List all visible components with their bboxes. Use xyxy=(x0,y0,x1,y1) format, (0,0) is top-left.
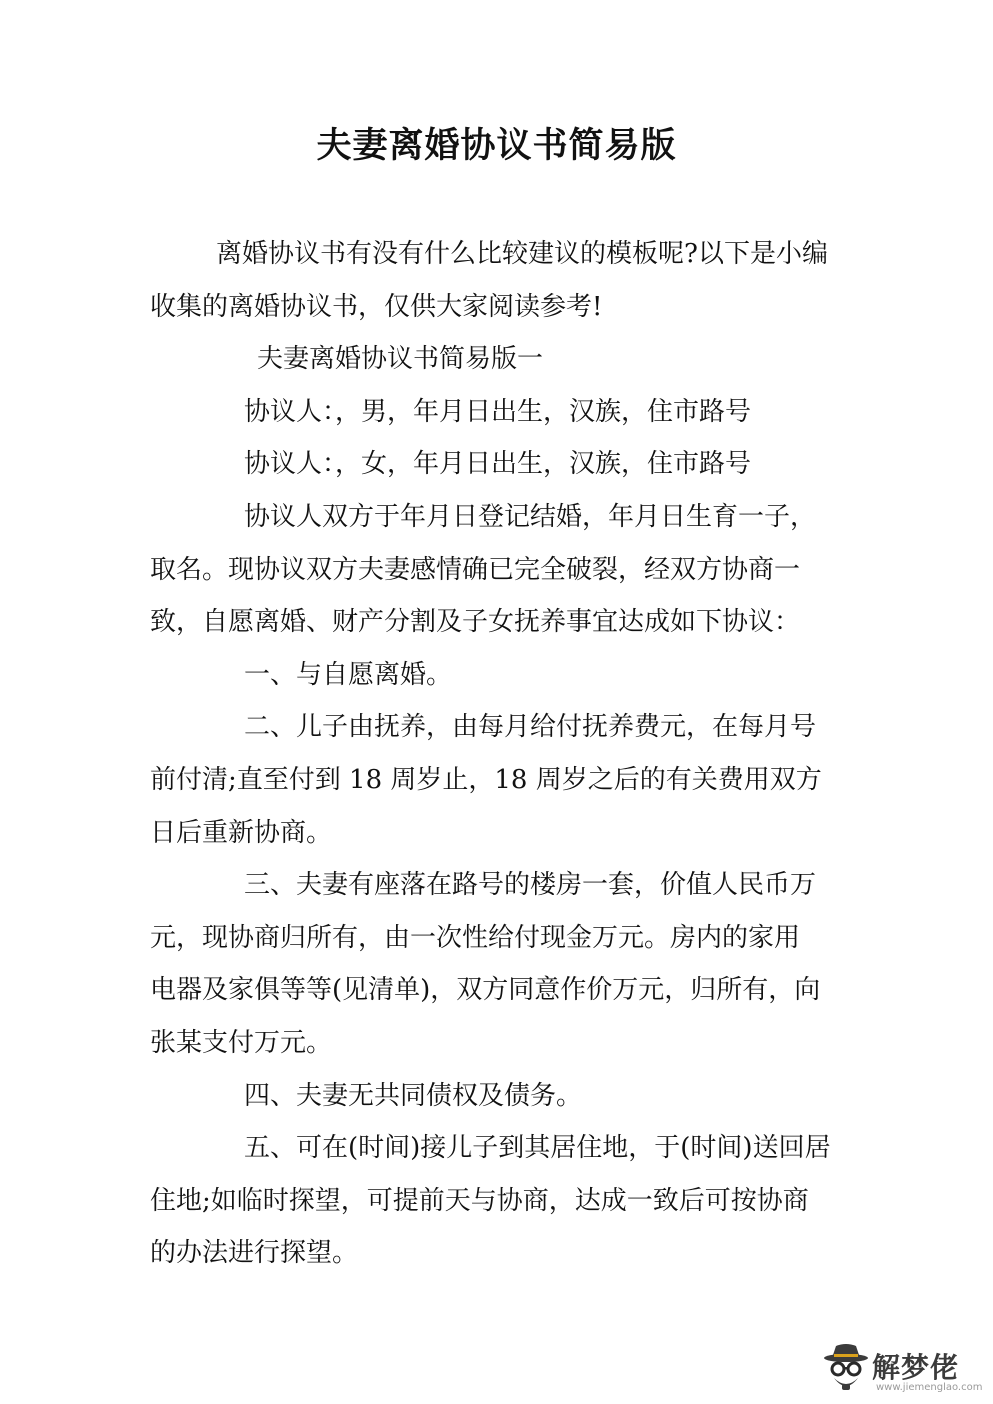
body-line: 的办法进行探望。 xyxy=(150,1238,359,1269)
body-line: 取名。现协议双方夫妻感情确已完全破裂，经双方协商一 xyxy=(150,554,801,585)
body-line: 致，自愿离婚、财产分割及子女抚养事宜达成如下协议： xyxy=(150,607,801,638)
site-watermark xyxy=(822,1342,982,1398)
body-line: 二、儿子由抚养，由每月给付抚养费元，在每月号 xyxy=(244,712,817,743)
watermark-url: www.jiemenglao.com xyxy=(876,1382,983,1393)
body-line: 五、可在(时间)接儿子到其居住地，于(时间)送回居 xyxy=(244,1133,831,1164)
body-line: 前付清;直至付到 18 周岁止，18 周岁之后的有关费用双方 xyxy=(150,764,822,795)
body-line: 张某支付万元。 xyxy=(150,1027,333,1058)
watermark-brand: 解梦佬 xyxy=(872,1351,960,1384)
body-line: 一、与自愿离婚。 xyxy=(244,659,453,690)
body-line: 日后重新协商。 xyxy=(150,817,333,848)
body-line: 协议人：，男，年月日出生，汉族，住市路号 xyxy=(244,396,752,427)
body-line: 离婚协议书有没有什么比较建议的模板呢?以下是小编 xyxy=(216,239,828,269)
body-line: 三、夫妻有座落在路号的楼房一套，价值人民币万 xyxy=(244,870,817,901)
document-title: 夫妻离婚协议书简易版 xyxy=(316,125,677,166)
body-line: 元，现协商归所有，由一次性给付现金万元。房内的家用 xyxy=(150,922,801,953)
body-line: 协议人双方于年月日登记结婚，年月日生育一子， xyxy=(244,501,817,532)
body-line: 电器及家俱等等(见清单)，双方同意作价万元，归所有，向 xyxy=(150,975,821,1006)
body-line: 协议人：，女，年月日出生，汉族，住市路号 xyxy=(244,449,752,480)
hat-glasses-mascot-icon xyxy=(822,1342,870,1394)
body-line: 住地;如临时探望，可提前天与协商，达成一致后可按协商 xyxy=(150,1185,809,1216)
body-line: 收集的离婚协议书，仅供大家阅读参考! xyxy=(150,291,603,322)
section-heading: 夫妻离婚协议书简易版一 xyxy=(257,344,544,375)
body-line: 四、夫妻无共同债权及债务。 xyxy=(244,1080,583,1111)
document-body xyxy=(150,228,844,1280)
